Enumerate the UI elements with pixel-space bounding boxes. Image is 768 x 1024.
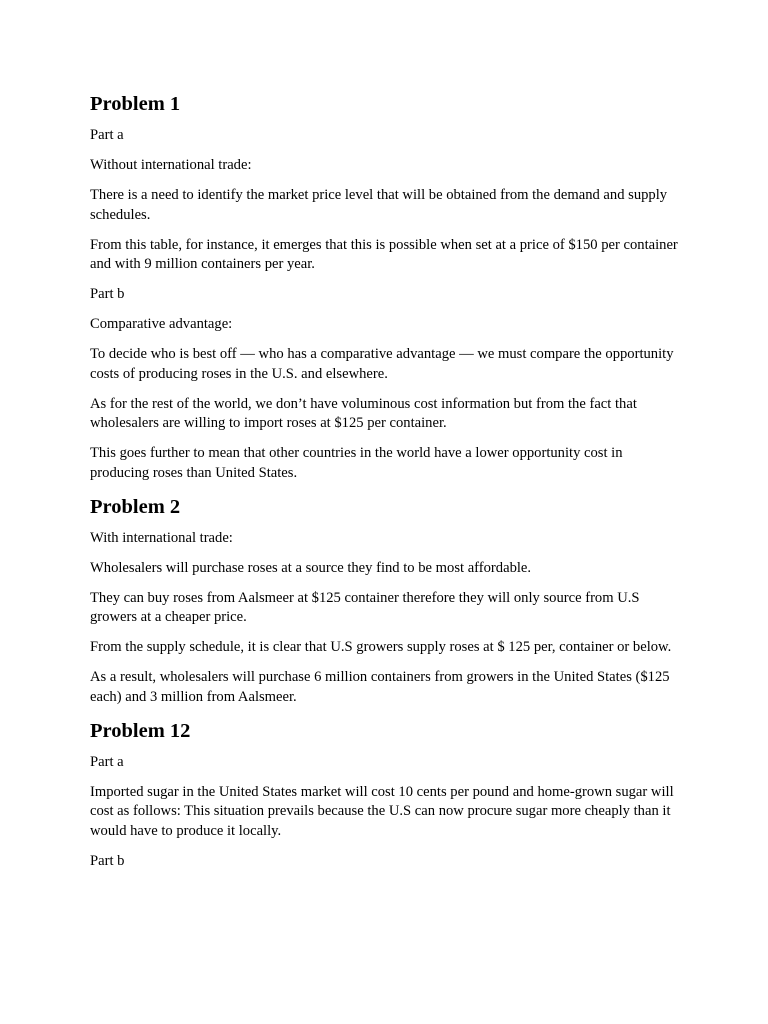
paragraph: As a result, wholesalers will purchase 6 million containers from growers in the United States ($125 each) and 3 million from Aalsmeer. <box>90 669 670 705</box>
section-heading: Problem 2 <box>90 495 181 518</box>
paragraph: There is a need to identify the market price level that will be obtained from the demand and supply schedules. <box>90 187 668 223</box>
paragraph: With international trade: <box>90 529 233 546</box>
paragraph: Imported sugar in the United States market will cost 10 cents per pound and home-grown sugar will cost as follows: This situation prevails because the U.S can now procure sugar more cheaply than it would have to produce it locally. <box>90 783 674 839</box>
paragraph: To decide who is best off — who has a comparative advantage — we must compare the opportunity costs of producing roses in the U.S. and elsewhere. <box>90 346 674 382</box>
paragraph: From the supply schedule, it is clear that U.S growers supply roses at $ 125 per, container or below. <box>90 639 672 655</box>
paragraph: Part b <box>90 852 125 869</box>
paragraph: Without international trade: <box>90 157 252 173</box>
paragraph: Comparative advantage: <box>90 316 233 332</box>
section-problem-12 <box>90 718 682 872</box>
paragraph: Part a <box>90 127 124 143</box>
section-heading: Problem 1 <box>90 93 181 115</box>
section-heading: Problem 12 <box>90 719 191 742</box>
section-problem-2 <box>90 494 682 708</box>
paragraph: This goes further to mean that other countries in the world have a lower opportunity cost in producing roses than United States. <box>90 445 623 481</box>
paragraph: As for the rest of the world, we don’t have voluminous cost information but from the fact that wholesalers are willing to import roses at $125 per container. <box>90 395 637 431</box>
document-page <box>90 91 682 882</box>
paragraph: Part a <box>90 753 124 770</box>
paragraph: Wholesalers will purchase roses at a source they find to be most affordable. <box>90 559 532 576</box>
section-problem-1 <box>90 91 682 483</box>
paragraph: They can buy roses from Aalsmeer at $125 container therefore they will only source from U.S growers at a cheaper price. <box>90 589 640 625</box>
paragraph: Part b <box>90 286 125 302</box>
paragraph: From this table, for instance, it emerges that this is possible when set at a price of $150 per container and with 9 million containers per year. <box>90 236 678 272</box>
